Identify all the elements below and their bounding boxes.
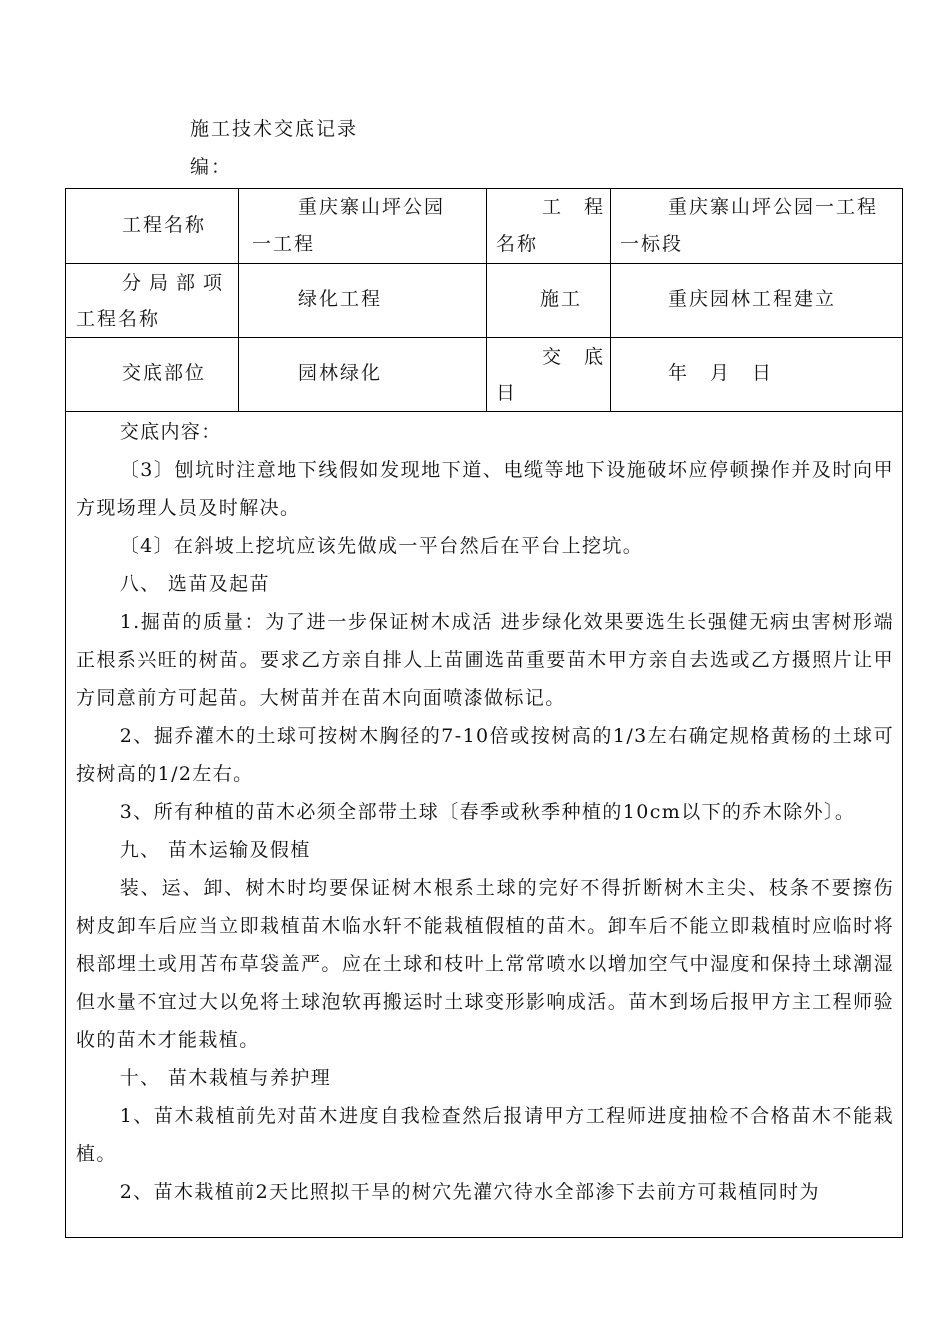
content-paragraph: 装、运、卸、树木时均要保证树木根系土球的完好不得折断树木主尖、枝条不要擦伤树皮卸车后应当立即栽植苗木临水轩不能栽植假植的苗木。卸车后不能立即栽植时应临时将根部埋土或用苫布草袋盖严。应在土球和枝叶上常常喷水以增加空气中湿度和保持土球潮湿但水量不宜过大以免将土球泡软再搬运时土球变形影响成活。苗木到场后报甲方主工程师验收的苗木才能栽植。 [76,877,894,1051]
construction-label: 施工 [540,288,583,310]
disclosure-location-value: 园林绿化 [298,362,383,384]
construction-unit-value: 重庆园林工程建立 [668,288,837,310]
content-paragraph: 〔3〕刨坑时注意地下线假如发现地下道、电缆等地下设施破坏应停顿操作并及时向甲方现场理人员及时解决。 [76,459,894,519]
column-divider [238,189,239,411]
content-paragraph: 2、苗木栽植前2天比照拟干旱的树穴先灌穴待水全部渗下去前方可栽植同时为 [119,1181,820,1203]
disclosure-content [76,413,894,1211]
content-heading: 交底内容： [119,421,222,443]
row-divider [66,411,902,412]
sub-project-name-value: 绿化工程 [298,288,383,310]
content-paragraph: 1.掘苗的质量：为了进一步保证树木成活 进步绿化效果要选生长强健无病虫害树形端正根系兴旺的树苗。要求乙方亲自排人上苗圃选苗重要苗木甲方亲自去选或乙方摄照片让甲方同意前方可起苗。大树苗并在苗木向面喷漆做标记。 [76,611,894,709]
disclosure-location-label: 交底部位 [122,362,207,384]
section-heading: 八、 选苗及起苗 [119,573,270,595]
content-paragraph: 〔4〕在斜坡上挖坑应该先做成一平台然后在平台上挖坑。 [119,535,644,557]
content-paragraph: 2、掘乔灌木的土球可按树木胸径的7-10倍或按树高的1/3左右确定规格黄杨的土球可按树高的1/2左右。 [76,725,894,785]
row-divider [66,263,902,264]
column-divider [486,189,487,411]
disclosure-record-table: 工程名称 重庆寨山坪公园 一工程 工 程 名称 重庆寨山坪公园一工程 一标段 分局部项 工程名称 绿化工程 施工 重庆园林工程建立 交底部位 园林绿化 交 底 日 年 月 日 交底内容： 〔3〕刨坑时注意地下线假如发现地下道、电缆等地下设施破坏应停顿操作并及时向甲方现场理人员及时解决。 〔4〕在斜坡上挖坑应该先做成一平台然后在平台上挖坑。 八、 选苗及起苗 1.掘苗的质量：为了进一步保证树木成活 进步绿化效果要选生长强健无病虫害树形端正根系兴旺的树苗。要求乙方亲自排人上苗圃选苗重要苗木甲方亲自去选或乙方摄照片让甲方同意前方可起苗。大树苗并在苗木向面喷漆做标记。 2、掘乔灌木的土球可按树木胸径的7-10倍或按树高的1/3左右确定规格黄杨的土球可按树高的1/2左右。 3、所有种植的苗木必须全部带土球〔春季或秋季种植的10cm以下的乔木除外〕。 九、 苗木运输及假植 装、运、卸、树木时均要保证树木根系土球的完好不得折断树木主尖、枝条不要擦伤树皮卸车后应当立即栽植苗木临水轩不能栽植假植的苗木。卸车后不能立即栽植时应临时将根部埋土或用苫布草袋盖严。应在土球和枝叶上常常喷水以增加空气中湿度和保持土球潮湿但水量不宜过大以免将土球泡软再搬运时土球变形影响成活。苗木到场后报甲方主工程师验收的苗木才能栽植。 十、 苗木栽植与养护理 1、苗木栽植前先对苗木进度自我检查然后报请甲方工程师进度抽检不合格苗木不能栽植。 2、苗木栽植前2天比照拟干旱的树穴先灌穴待水全部渗下去前方可栽植同时为 [65,188,903,1238]
editor-label: 编： [190,156,233,178]
content-paragraph: 1、苗木栽植前先对苗木进度自我检查然后报请甲方工程师进度抽检不合格苗木不能栽植。 [76,1105,894,1165]
section-heading: 九、 苗木运输及假植 [119,839,311,861]
row-divider [66,337,902,338]
section-heading: 十、 苗木栽植与养护理 [119,1067,332,1089]
project-name-label: 工程名称 [122,214,207,236]
disclosure-date-value: 年 月 日 [668,362,774,384]
column-divider [610,189,611,411]
page-title: 施工技术交底记录 [190,118,359,140]
content-paragraph: 3、所有种植的苗木必须全部带土球〔春季或秋季种植的10cm以下的乔木除外〕。 [119,801,856,823]
